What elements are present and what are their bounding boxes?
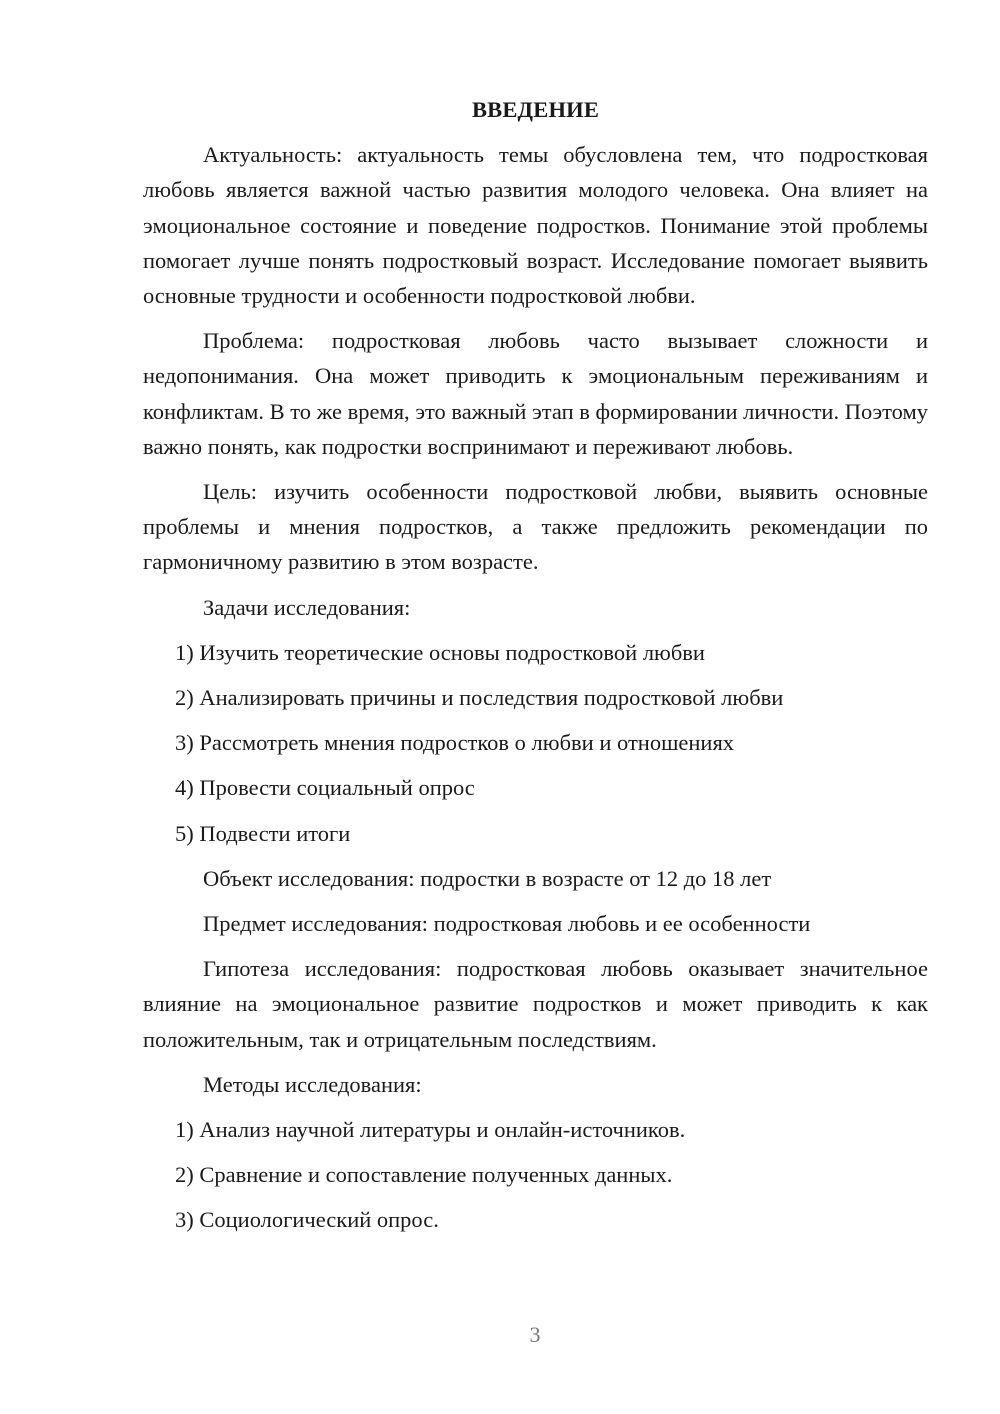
page-title: ВВЕДЕНИЕ	[471, 97, 600, 122]
tasks-heading: Задачи исследования:	[203, 594, 411, 620]
task-item-5: 5) Подвести итоги	[175, 820, 351, 846]
research-hypothesis: Гипотеза исследования: подростковая любовь оказывает значительное влияние на эмоциональное развитие подростков и может приводить к как положительным, так и отрицательным последствиям.	[143, 956, 928, 1052]
paragraph-goal: Цель: изучить особенности подростковой любви, выявить основные проблемы и мнения подростков, а также предложить рекомендации по гармоничному развитию в этом возрасте.	[143, 479, 928, 575]
paragraph-problem: Проблема: подростковая любовь часто вызывает сложности и недопонимания. Она может приводить к эмоциональным переживаниям и конфликтам. В то же время, это важный этап в формировании личности. Поэтому важно понять, как подростки воспринимают и переживают любовь.	[143, 328, 928, 459]
research-object: Объект исследования: подростки в возрасте от 12 до 18 лет	[203, 865, 772, 891]
page-content	[143, 92, 928, 1248]
method-item-1: 1) Анализ научной литературы и онлайн-источников.	[175, 1117, 686, 1143]
task-item-2: 2) Анализировать причины и последствия подростковой любви	[175, 685, 784, 711]
task-item-1: 1) Изучить теоретические основы подростковой любви	[175, 639, 705, 665]
task-item-4: 4) Провести социальный опрос	[175, 775, 475, 801]
research-subject: Предмет исследования: подростковая любовь и ее особенности	[203, 911, 811, 937]
page-number: 3	[529, 1322, 541, 1347]
method-item-2: 2) Сравнение и сопоставление полученных данных.	[175, 1162, 673, 1188]
paragraph-relevance: Актуальность: актуальность темы обусловлена тем, что подростковая любовь является важной частью развития молодого человека. Она влияет на эмоциональное состояние и поведение подростков. Понимание этой проблемы помогает лучше понять подростковый возраст. Исследование помогает выявить основные трудности и особенности подростковой любви.	[143, 142, 928, 309]
task-item-3: 3) Рассмотреть мнения подростков о любви и отношениях	[175, 730, 735, 756]
methods-heading: Методы исследования:	[203, 1071, 422, 1097]
method-item-3: 3) Социологический опрос.	[175, 1207, 439, 1233]
